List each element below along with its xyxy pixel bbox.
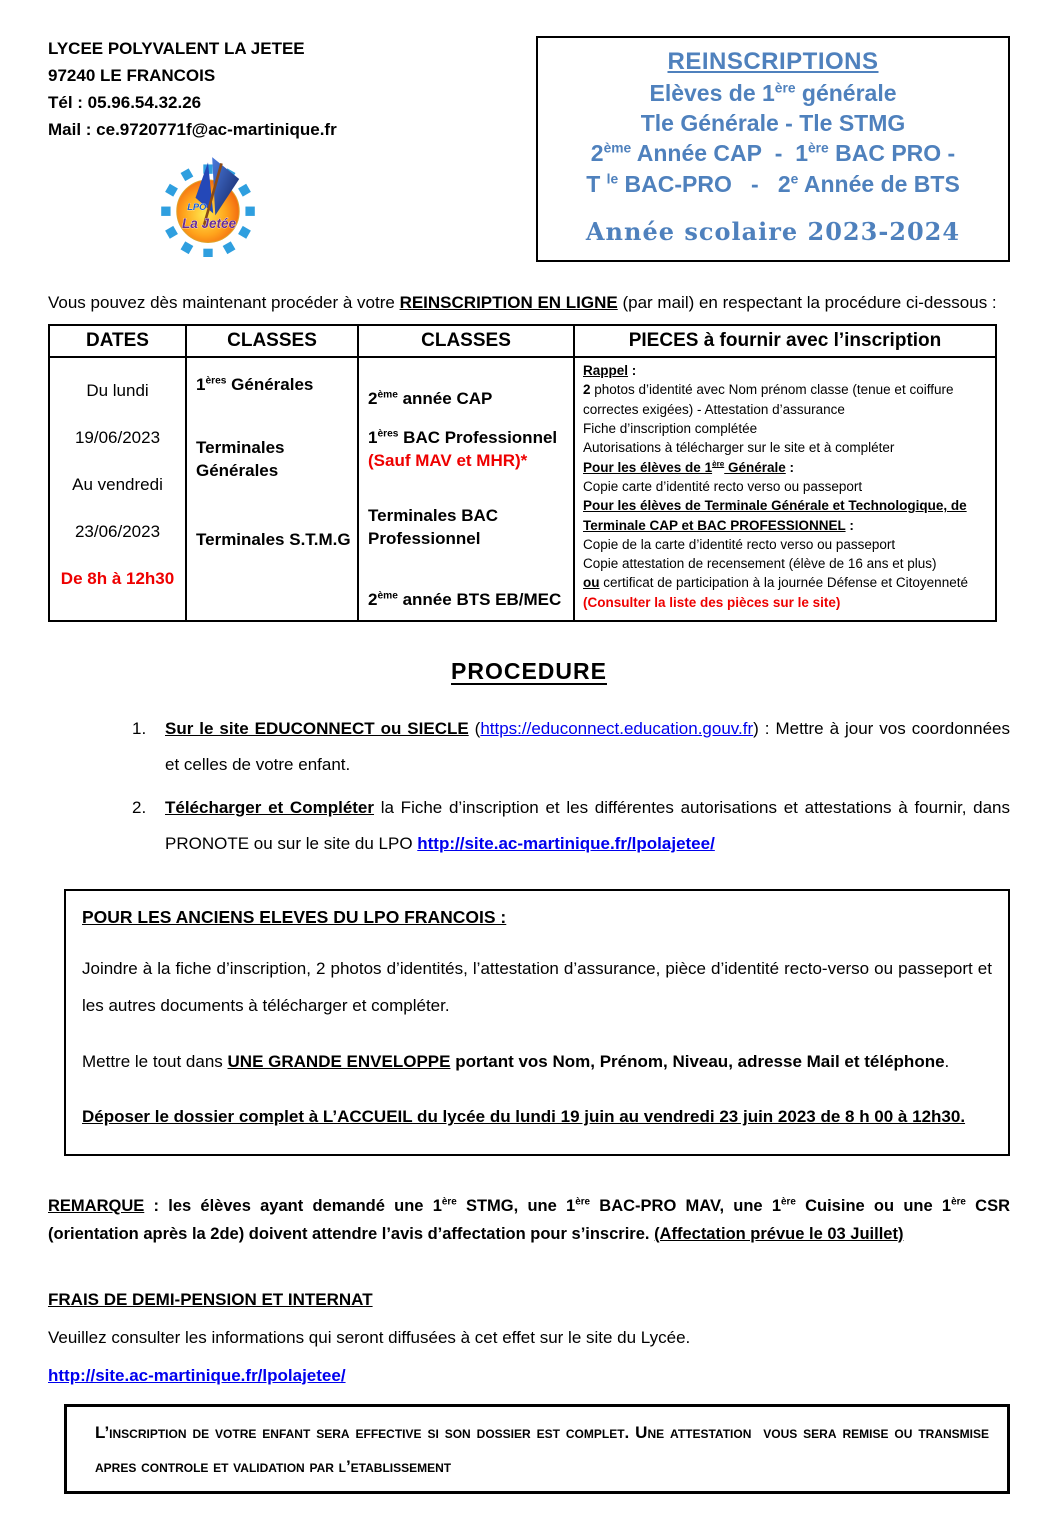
attestation-text: L’inscription de votre enfant sera effective si son dossier est complet. Une attestation vous sera remise ou transmise apres controle et validation par l’etablissement [95,1422,989,1476]
step-number: 1. [132,718,147,738]
school-info [48,36,488,143]
table-body-row [49,357,996,621]
frais-title: FRAIS DE DEMI-PENSION ET INTERNAT [48,1289,373,1309]
procedure-title-text: PROCEDURE [451,657,607,684]
notice-title: REINSCRIPTIONS [667,48,879,75]
pieces-line: Pour les élèves de Terminale Générale et Technologique, de Terminale CAP et BAC PROFESSIONNEL : [583,498,967,533]
pieces-line: (Consulter la liste des pièces sur le site) [583,594,841,610]
cell-dates [49,357,186,621]
step-number: 2. [132,797,147,817]
school-block [48,36,488,257]
column-header-pieces: PIECES à fournir avec l’inscription [574,325,996,357]
pieces-line: Copie de la carte d’identité recto verso ou passeport [583,536,896,552]
hyperlink[interactable]: http://site.ac-martinique.fr/lpolajetee/ [417,834,715,854]
table-header-row [49,325,996,357]
pieces-line: 2 photos d’identité avec Nom prénom classe (tenue et coiffure correctes exigées) - Attestation d’assurance [583,382,954,417]
school-mail: Mail : ce.9720771f@ac-martinique.fr [48,119,337,139]
pieces-line: Copie carte d’identité recto verso ou passeport [583,478,863,494]
pieces-line: ou certificat de participation à la journée Défense et Citoyenneté [583,575,968,591]
column-header-classes-1: CLASSES [186,325,358,357]
notice-line: T $^{le}$ BAC-PRO - 2e Année de BTS [586,170,960,197]
notice-line: Elèves de 1ère générale [649,79,897,106]
class-item: 1ères Générales [196,375,314,395]
remarque-paragraph: REMARQUE : les élèves ayant demandé une 1ère STMG, une 1ère BAC-PRO MAV, une 1ère Cuisine ou une 1ère CSR (orientation après la 2de) doivent attendre l’avis d’affectation pour s’inscrire. (Affectation prévue le 03 Juillet) [48,1196,1010,1243]
school-year-title: Année scolaire 2023-2024 [585,217,961,247]
reinscriptions-notice-box [536,36,1010,262]
procedure-step-1 [132,711,1010,784]
class-item: Terminales BAC Professionnel [368,505,499,548]
step-text: Télécharger et Compléter la Fiche d’inscription et les différentes autorisations et attestations à fournir, dans PRONOTE ou sur le site du LPO http://site.ac-martinique.fr/lpolajetee/ [165,797,1011,854]
class-item: 2ème année CAP [368,389,493,409]
anciens-paragraph: Déposer le dossier complet à L’ACCUEIL du lycée du lundi 19 juin au vendredi 23 juin 2023 de 8 h 00 à 12h30. [82,1107,966,1127]
school-phone: Tél : 05.96.54.32.26 [48,92,202,112]
cell-classes-1 [186,357,358,621]
anciens-paragraph: Joindre à la fiche d’inscription, 2 photos d’identités, l’attestation d’assurance, pièce d’identité recto-verso ou passeport et les autres documents à télécharger et compléter. [82,958,992,1016]
date-line: Du lundi [86,381,149,401]
class-item: 2ème année BTS EB/MEC [368,589,562,609]
notice-line: 2ème Année CAP - 1ère BAC PRO - [590,140,956,167]
procedure-title [48,658,1010,685]
document-header [48,36,1010,262]
cell-pieces [574,357,996,621]
cell-classes-2 [358,357,574,621]
pieces-line: Fiche d’inscription complétée [583,421,758,437]
date-line: 19/06/2023 [74,428,161,448]
time-line: De 8h à 12h30 [60,569,175,589]
class-item: Terminales S.T.M.G [196,529,351,549]
column-header-classes-2: CLASSES [358,325,574,357]
anciens-eleves-box [64,889,1010,1156]
frais-section [48,1290,1010,1386]
anciens-box-title: POUR LES ANCIENS ELEVES DU LPO FRANCOIS : [82,906,507,927]
logo-name-text: La Jetée [181,216,237,232]
pieces-line: Pour les élèves de 1ère Générale : [583,459,795,475]
anciens-paragraph: Mettre le tout dans UNE GRANDE ENVELOPPE portant vos Nom, Prénom, Niveau, adresse Mail et téléphone. [82,1051,950,1071]
pieces-line: Autorisations à télécharger sur le site et à compléter [583,440,895,456]
class-item-note: (Sauf MAV et MHR)* [368,451,528,470]
school-logo-icon [156,153,260,257]
frais-link-line [48,1366,1010,1386]
date-line: 23/06/2023 [74,522,161,542]
date-line: Au vendredi [72,475,163,495]
school-city: 97240 LE FRANCOIS [48,65,216,85]
hyperlink[interactable]: https://educonnect.education.gouv.fr [480,718,754,738]
logo-lpo-text: LPO [187,202,207,213]
school-logo [156,153,260,257]
intro-paragraph: Vous pouvez dès maintenant procéder à votre REINSCRIPTION EN LIGNE (par mail) en respectant la procédure ci-dessous : [48,292,997,312]
step-text: Sur le site EDUCONNECT ou SIECLE (https://educonnect.education.gouv.fr) : Mettre à jour vos coordonnées et celles de votre enfant. [165,718,1010,775]
procedure-step-2 [132,790,1010,863]
school-name: LYCEE POLYVALENT LA JETEE [48,39,305,58]
hyperlink[interactable]: http://site.ac-martinique.fr/lpolajetee/ [48,1365,346,1385]
attestation-box [64,1404,1010,1494]
column-header-dates: DATES [49,325,186,357]
reinscription-schedule-table [48,324,997,622]
pieces-line: Rappel : [583,363,637,379]
class-item: 1ères BAC Professionnel [368,428,558,448]
class-item: Terminales Générales [196,438,285,480]
frais-text: Veuillez consulter les informations qui seront diffusées à cet effet sur le site du Lycée. [48,1327,691,1347]
notice-line: Tle Générale - Tle STMG [640,110,906,137]
pieces-line: Copie attestation de recensement (élève de 16 ans et plus) [583,556,937,572]
